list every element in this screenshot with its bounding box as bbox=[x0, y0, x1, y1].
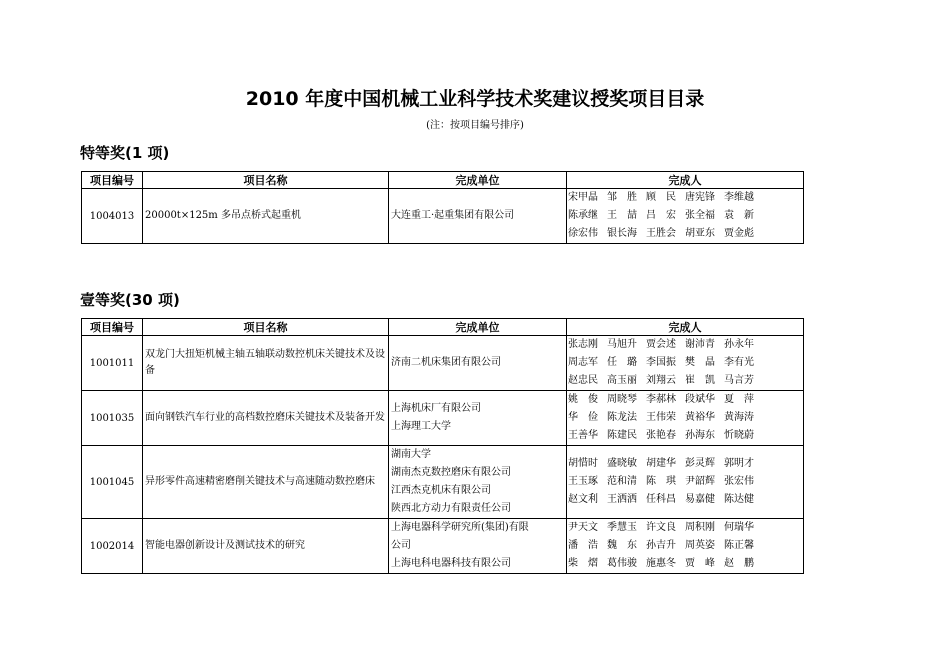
project-name: 面向钢铁汽车行业的高档数控磨床关键技术及装备开发 bbox=[143, 391, 389, 446]
col-header-code: 项目编号 bbox=[82, 172, 143, 189]
unit-name: 上海电科电器科技有限公司 bbox=[391, 558, 511, 569]
person-name: 胡建华 bbox=[646, 458, 676, 469]
person-name: 孙吉升 bbox=[646, 540, 676, 551]
col-header-name: 项目名称 bbox=[143, 172, 389, 189]
person-name: 王洒洒 bbox=[607, 494, 637, 505]
person-name: 李有光 bbox=[724, 357, 754, 368]
table-header-row bbox=[82, 319, 804, 336]
person-name: 赵忠民 bbox=[568, 375, 598, 386]
person-name: 唐宪锋 bbox=[685, 192, 715, 203]
project-code: 1002014 bbox=[82, 519, 143, 574]
completing-units bbox=[389, 391, 567, 446]
person-name: 陈 琪 bbox=[646, 476, 676, 487]
table-row bbox=[82, 519, 804, 574]
person-name: 马言芳 bbox=[724, 375, 754, 386]
person-name: 张艳春 bbox=[646, 430, 676, 441]
table-header-row bbox=[82, 172, 804, 189]
person-name: 黄海涛 bbox=[724, 412, 754, 423]
unit-name: 陕西北方动力有限责任公司 bbox=[391, 503, 511, 514]
col-header-code: 项目编号 bbox=[82, 319, 143, 336]
person-name: 黄裕华 bbox=[685, 412, 715, 423]
unit-name: 上海理工大学 bbox=[391, 421, 451, 432]
person-name: 陈龙法 bbox=[607, 412, 637, 423]
person-name: 胡亚东 bbox=[685, 228, 715, 239]
people-line bbox=[568, 354, 803, 372]
project-code: 1001011 bbox=[82, 336, 143, 391]
person-name: 樊 晶 bbox=[685, 357, 715, 368]
person-name: 任 璐 bbox=[607, 357, 637, 368]
project-name: 20000t×125m 多吊点桥式起重机 bbox=[143, 189, 389, 244]
person-name: 陈承继 bbox=[568, 210, 598, 221]
project-name: 异形零件高速精密磨削关键技术与高速随动数控磨床 bbox=[143, 446, 389, 519]
unit-name: 济南二机床集团有限公司 bbox=[391, 357, 501, 368]
table-row bbox=[82, 189, 804, 244]
person-name: 华 俭 bbox=[568, 412, 598, 423]
section-heading-first: 壹等奖(30 项) bbox=[80, 291, 180, 309]
person-name: 王玉琢 bbox=[568, 476, 598, 487]
project-code: 1001045 bbox=[82, 446, 143, 519]
unit-name: 上海电器科学研究所(集团)有限 bbox=[391, 522, 529, 533]
people-line bbox=[568, 225, 803, 243]
person-name: 陈建民 bbox=[607, 430, 637, 441]
person-name: 魏 东 bbox=[607, 540, 637, 551]
person-name: 周志军 bbox=[568, 357, 598, 368]
person-name: 郭明才 bbox=[724, 458, 754, 469]
unit-name: 湖南杰克数控磨床有限公司 bbox=[391, 467, 511, 478]
person-name: 张志刚 bbox=[568, 339, 598, 350]
project-name: 智能电器创新设计及测试技术的研究 bbox=[143, 519, 389, 574]
person-name: 刘翔云 bbox=[646, 375, 676, 386]
people-line bbox=[568, 409, 803, 427]
person-name: 贾 峰 bbox=[685, 558, 715, 569]
person-name: 李郝林 bbox=[646, 394, 676, 405]
person-name: 赵 鹏 bbox=[724, 558, 754, 569]
special-award-table bbox=[81, 171, 804, 244]
col-header-unit: 完成单位 bbox=[389, 319, 567, 336]
unit-name: 公司 bbox=[391, 540, 411, 551]
person-name: 胡惜时 bbox=[568, 458, 598, 469]
person-name: 葛伟骏 bbox=[607, 558, 637, 569]
person-name: 任科昌 bbox=[646, 494, 676, 505]
people-line bbox=[568, 207, 803, 225]
person-name: 张全福 bbox=[685, 210, 715, 221]
project-name: 双龙门大扭矩机械主轴五轴联动数控机床关键技术及设备 bbox=[143, 336, 389, 391]
completing-units bbox=[389, 189, 567, 244]
col-header-name: 项目名称 bbox=[143, 319, 389, 336]
people-line bbox=[568, 189, 803, 207]
people-line bbox=[568, 372, 803, 390]
completing-units bbox=[389, 336, 567, 391]
person-name: 夏 萍 bbox=[724, 394, 754, 405]
project-code: 1001035 bbox=[82, 391, 143, 446]
person-name: 宋甲晶 bbox=[568, 192, 598, 203]
person-name: 张宏伟 bbox=[724, 476, 754, 487]
table-row bbox=[82, 336, 804, 391]
col-header-people: 完成人 bbox=[567, 319, 804, 336]
person-name: 许文良 bbox=[646, 522, 676, 533]
table-row bbox=[82, 446, 804, 519]
person-name: 银长海 bbox=[607, 228, 637, 239]
person-name: 贾金彪 bbox=[724, 228, 754, 239]
table-row bbox=[82, 391, 804, 446]
person-name: 周积刚 bbox=[685, 522, 715, 533]
people-line bbox=[568, 537, 803, 555]
person-name: 施惠冬 bbox=[646, 558, 676, 569]
person-name: 尹天文 bbox=[568, 522, 598, 533]
special-award-rows bbox=[82, 189, 804, 244]
col-header-people: 完成人 bbox=[567, 172, 804, 189]
person-name: 易嘉健 bbox=[685, 494, 715, 505]
person-name: 潘 浩 bbox=[568, 540, 598, 551]
person-name: 赵文利 bbox=[568, 494, 598, 505]
person-name: 贾会述 bbox=[646, 339, 676, 350]
person-name: 陈正馨 bbox=[724, 540, 754, 551]
person-name: 孙海东 bbox=[685, 430, 715, 441]
person-name: 王 喆 bbox=[607, 210, 637, 221]
sort-note: (注：按项目编号排序) bbox=[426, 120, 524, 131]
people-line bbox=[568, 336, 803, 354]
person-name: 李维越 bbox=[724, 192, 754, 203]
unit-name: 湖南大学 bbox=[391, 449, 431, 460]
person-name: 高玉丽 bbox=[607, 375, 637, 386]
person-name: 周晓琴 bbox=[607, 394, 637, 405]
completing-people bbox=[567, 391, 804, 446]
person-name: 段斌华 bbox=[685, 394, 715, 405]
completing-people bbox=[567, 446, 804, 519]
person-name: 忻晓蔚 bbox=[724, 430, 754, 441]
first-award-rows bbox=[82, 336, 804, 574]
person-name: 王胜会 bbox=[646, 228, 676, 239]
person-name: 谢沛青 bbox=[685, 339, 715, 350]
unit-name: 大连重工·起重集团有限公司 bbox=[391, 210, 515, 221]
completing-units bbox=[389, 519, 567, 574]
unit-name: 上海机床厂有限公司 bbox=[391, 403, 481, 414]
person-name: 盛晓敏 bbox=[607, 458, 637, 469]
section-heading-special: 特等奖(1 项) bbox=[80, 144, 170, 162]
col-header-unit: 完成单位 bbox=[389, 172, 567, 189]
person-name: 吕 宏 bbox=[646, 210, 676, 221]
people-line bbox=[568, 427, 803, 445]
person-name: 马旭升 bbox=[607, 339, 637, 350]
document-title: 2010 年度中国机械工业科学技术奖建议授奖项目目录 bbox=[245, 88, 705, 110]
person-name: 尹韶辉 bbox=[685, 476, 715, 487]
completing-units bbox=[389, 446, 567, 519]
person-name: 王伟荣 bbox=[646, 412, 676, 423]
person-name: 袁 新 bbox=[724, 210, 754, 221]
person-name: 何瑞华 bbox=[724, 522, 754, 533]
people-line bbox=[568, 491, 803, 509]
person-name: 季慧玉 bbox=[607, 522, 637, 533]
people-line bbox=[568, 473, 803, 491]
unit-name: 江西杰克机床有限公司 bbox=[391, 485, 491, 496]
person-name: 徐宏伟 bbox=[568, 228, 598, 239]
person-name: 范和清 bbox=[607, 476, 637, 487]
person-name: 王善华 bbox=[568, 430, 598, 441]
first-award-table bbox=[81, 318, 804, 574]
person-name: 邹 胜 bbox=[607, 192, 637, 203]
person-name: 陈达健 bbox=[724, 494, 754, 505]
people-line bbox=[568, 391, 803, 409]
people-line bbox=[568, 455, 803, 473]
person-name: 顾 民 bbox=[646, 192, 676, 203]
completing-people bbox=[567, 189, 804, 244]
person-name: 孙永年 bbox=[724, 339, 754, 350]
completing-people bbox=[567, 519, 804, 574]
person-name: 彭灵辉 bbox=[685, 458, 715, 469]
people-line bbox=[568, 519, 803, 537]
person-name: 柴 熠 bbox=[568, 558, 598, 569]
people-line bbox=[568, 555, 803, 573]
person-name: 崔 凯 bbox=[685, 375, 715, 386]
person-name: 周英姿 bbox=[685, 540, 715, 551]
person-name: 姚 俊 bbox=[568, 394, 598, 405]
project-code: 1004013 bbox=[82, 189, 143, 244]
person-name: 李国振 bbox=[646, 357, 676, 368]
completing-people bbox=[567, 336, 804, 391]
